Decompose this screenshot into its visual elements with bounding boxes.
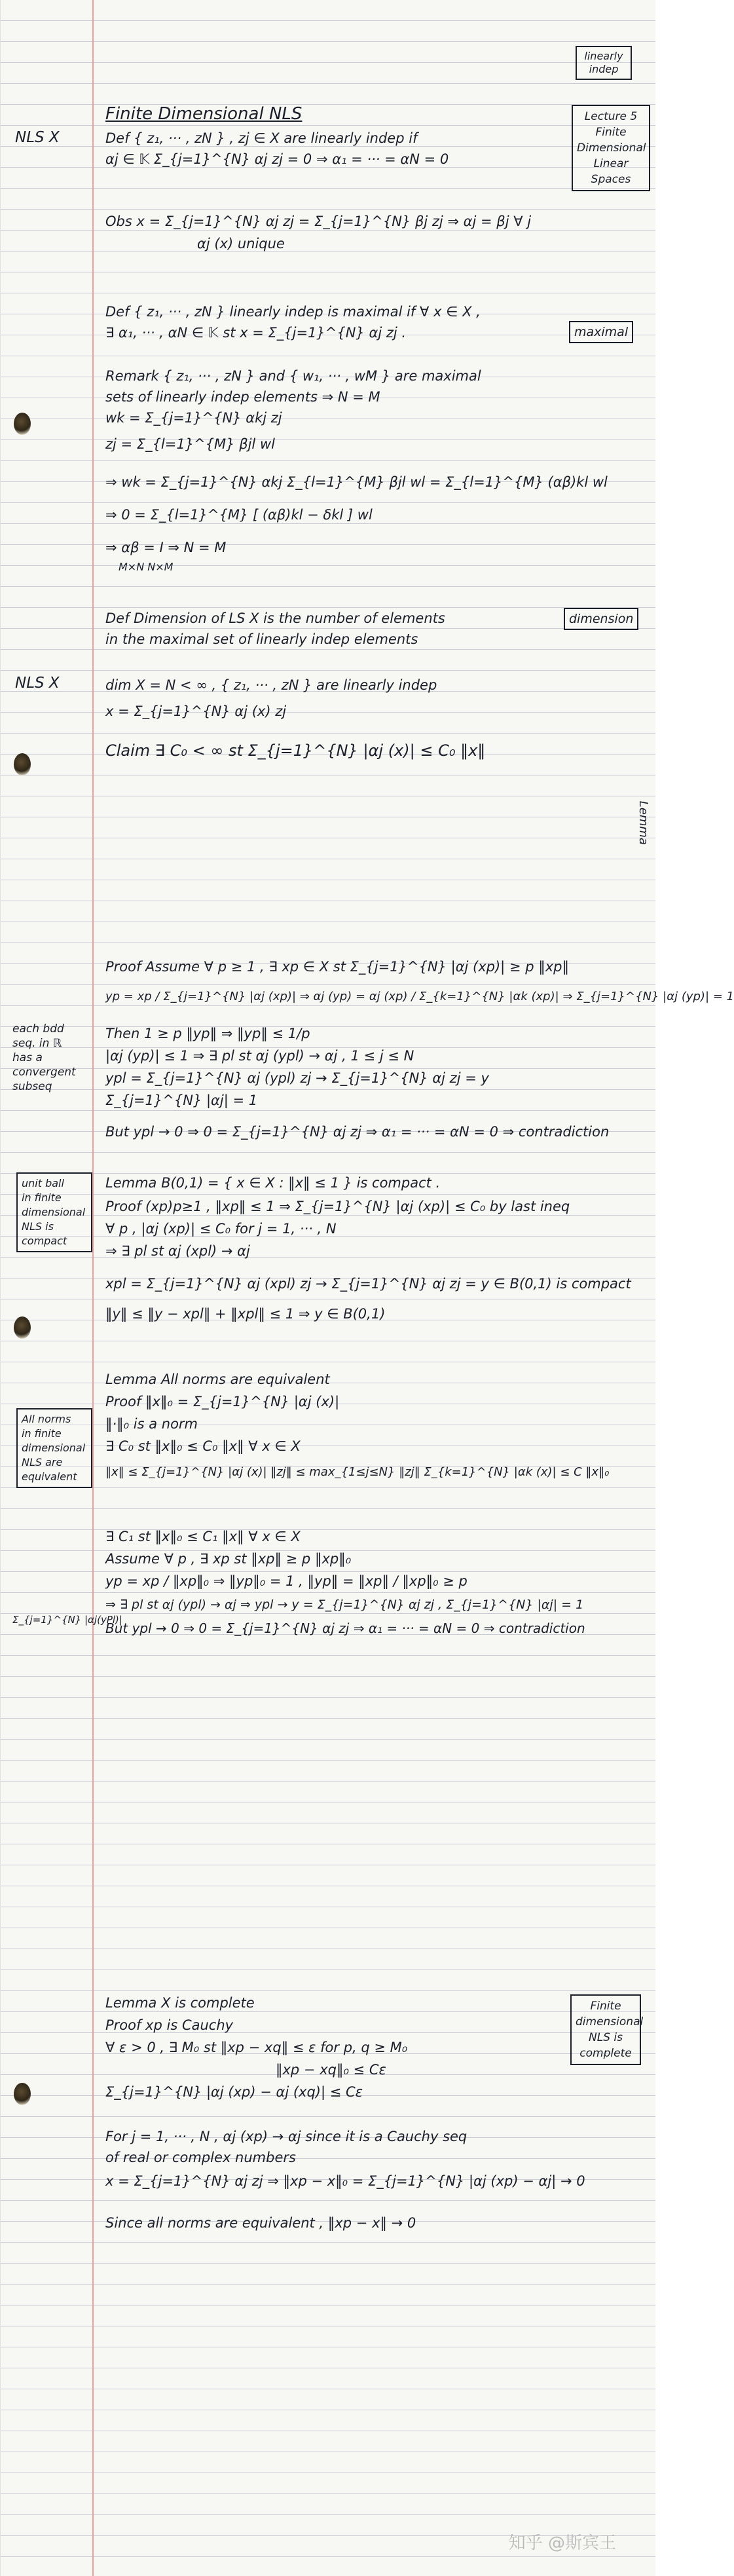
complete-proof-3: ‖xp − xq‖₀ ≤ Cε bbox=[276, 2062, 386, 2078]
complete-proof-8: Since all norms are equivalent , ‖xp − x‖ → 0 bbox=[105, 2215, 416, 2231]
note-line: has a bbox=[12, 1051, 43, 1064]
nls-tag-2: NLS X bbox=[15, 675, 60, 692]
unit-ball-proof-5: ‖y‖ ≤ ‖y − xpl‖ + ‖xpl‖ ≤ 1 ⇒ y ∈ B(0,1) bbox=[105, 1306, 386, 1322]
obs-unique: αj (x) unique bbox=[197, 236, 285, 252]
watermark: 知乎 @斯宾王 bbox=[508, 2533, 616, 2553]
lecture-topic-line: Dimensional bbox=[577, 141, 646, 155]
box-line: NLS is bbox=[22, 1220, 54, 1233]
complete-proof-7: x = Σ_{j=1}^{N} αj zj ⇒ ‖xp − x‖₀ = Σ_{j=1}^{N} |αj (xp) − αj| → 0 bbox=[105, 2173, 585, 2189]
lemma-unit-ball: Lemma B(0,1) = { x ∈ X : ‖x‖ ≤ 1 } is compact . bbox=[105, 1175, 441, 1191]
lecture-topic-line: Finite bbox=[595, 126, 627, 139]
box-line: in finite bbox=[22, 1427, 62, 1440]
claim-line: Claim ∃ C₀ < ∞ st Σ_{j=1}^{N} |αj (x)| ≤ C₀ ‖x‖ bbox=[105, 741, 486, 760]
norms-proof-6: Assume ∀ p , ∃ xp st ‖xp‖ ≥ p ‖xp‖₀ bbox=[105, 1551, 352, 1567]
binder-hole bbox=[14, 753, 31, 775]
binder-hole bbox=[14, 413, 31, 435]
norms-proof-7: yp = xp / ‖xp‖₀ ⇒ ‖yp‖₀ = 1 , ‖yp‖ = ‖xp‖ / ‖xp‖₀ ≥ p bbox=[105, 1573, 468, 1589]
remark-line-3: wk = Σ_{j=1}^{N} αkj zj bbox=[105, 410, 282, 426]
obs-line: Obs x = Σ_{j=1}^{N} αj zj = Σ_{j=1}^{N} βj zj ⇒ αj = βj ∀ j bbox=[105, 214, 532, 229]
proof-line-7: But ypl → 0 ⇒ 0 = Σ_{j=1}^{N} αj zj ⇒ α₁ = ··· = αN = 0 ⇒ contradiction bbox=[105, 1124, 610, 1140]
def-maximal-cond: ∃ α₁, ··· , αN ∈ 𝕂 st x = Σ_{j=1}^{N} αj zj . bbox=[105, 325, 407, 341]
note-line: subseq bbox=[12, 1080, 52, 1093]
proof-line-6: Σ_{j=1}^{N} |αj| = 1 bbox=[105, 1092, 258, 1108]
finite-complete-box bbox=[570, 1994, 644, 2065]
note-line: each bdd bbox=[12, 1022, 64, 1036]
remark-line-6: ⇒ 0 = Σ_{l=1}^{M} [ (αβ)kl − δkl ] wl bbox=[105, 507, 373, 523]
box-line: dimensional bbox=[22, 1206, 86, 1218]
lemma-norms: Lemma All norms are equivalent bbox=[105, 1372, 330, 1387]
complete-proof-4: Σ_{j=1}^{N} |αj (xp) − αj (xq)| ≤ Cε bbox=[105, 2084, 363, 2100]
proof-line-5: ypl = Σ_{j=1}^{N} αj (ypl) zj → Σ_{j=1}^{N} αj zj = y bbox=[105, 1070, 489, 1086]
norms-proof-8: ⇒ ∃ pl st αj (ypl) → αj ⇒ ypl → y = Σ_{j=1}^{N} αj zj , Σ_{j=1}^{N} |αj| = 1 bbox=[105, 1597, 584, 1612]
remark-line-7: ⇒ αβ = I ⇒ N = M bbox=[105, 540, 227, 555]
complete-proof-6: of real or complex numbers bbox=[105, 2150, 296, 2165]
remark-dims: M×N N×M bbox=[119, 561, 174, 573]
norms-proof-3: ∃ C₀ st ‖x‖₀ ≤ C₀ ‖x‖ ∀ x ∈ X bbox=[105, 1438, 301, 1454]
box-line: compact bbox=[22, 1235, 67, 1247]
box-line: dimensional bbox=[22, 1442, 86, 1454]
norms-proof-1: Proof ‖x‖₀ = Σ_{j=1}^{N} |αj (x)| bbox=[105, 1394, 340, 1409]
box-line: in finite bbox=[22, 1191, 62, 1204]
def-dimension-b: in the maximal set of linearly indep elements bbox=[105, 631, 418, 647]
def-maximal: Def { z₁, ··· , zN } linearly indep is maximal if ∀ x ∈ X , bbox=[105, 304, 481, 320]
binder-hole bbox=[14, 2083, 31, 2105]
note-line: convergent bbox=[12, 1066, 76, 1079]
norms-proof-2: ‖·‖₀ is a norm bbox=[105, 1416, 198, 1432]
norms-proof-5: ∃ C₁ st ‖x‖₀ ≤ C₁ ‖x‖ ∀ x ∈ X bbox=[105, 1529, 301, 1544]
box-line: unit ball bbox=[22, 1177, 64, 1189]
margin-line bbox=[92, 0, 94, 2576]
binder-hole bbox=[14, 1316, 31, 1339]
unit-ball-proof-3: ⇒ ∃ pl st αj (xpl) → αj bbox=[105, 1243, 250, 1259]
lecture-box bbox=[572, 105, 650, 191]
unit-ball-proof-2: ∀ p , |αj (xp)| ≤ C₀ for j = 1, ··· , N bbox=[105, 1221, 337, 1237]
proof-line-1: Proof Assume ∀ p ≥ 1 , ∃ xp ∈ X st Σ_{j=1}^{N} |αj (xp)| ≥ p ‖xp‖ bbox=[105, 959, 569, 975]
box-line: equivalent bbox=[22, 1470, 77, 1483]
box-line: complete bbox=[579, 2047, 632, 2060]
maximal-box: maximal bbox=[569, 321, 633, 343]
complete-proof-5: For j = 1, ··· , N , αj (xp) → αj since it is a Cauchy seq bbox=[105, 2129, 468, 2144]
def-dimension: Def Dimension of LS X is the number of elements bbox=[105, 610, 445, 626]
lecture-number: Lecture 5 bbox=[584, 110, 638, 123]
unit-ball-box bbox=[16, 1172, 92, 1252]
dimension-box: dimension bbox=[564, 608, 638, 630]
proof-line-4: |αj (yp)| ≤ 1 ⇒ ∃ pl st αj (ypl) → αj , 1 ≤ j ≤ N bbox=[105, 1048, 414, 1064]
complete-proof-1: Proof xp is Cauchy bbox=[105, 2017, 234, 2033]
each-bdd-note bbox=[12, 1022, 76, 1094]
dim-line-1: dim X = N < ∞ , { z₁, ··· , zN } are linearly indep bbox=[105, 677, 437, 693]
proof-line-2: yp = xp / Σ_{j=1}^{N} |αj (xp)| ⇒ αj (yp) = αj (xp) / Σ_{k=1}^{N} |αk (xp)| ⇒ Σ_{j=1}^{N} |αj (yp)| = 1 bbox=[105, 990, 734, 1003]
box-line: Finite bbox=[590, 2000, 621, 2013]
title: Finite Dimensional NLS bbox=[105, 104, 303, 124]
norms-proof-9: But ypl → 0 ⇒ 0 = Σ_{j=1}^{N} αj zj ⇒ α₁ = ··· = αN = 0 ⇒ contradiction bbox=[105, 1620, 585, 1636]
complete-proof-2: ∀ ε > 0 , ∃ M₀ st ‖xp − xq‖ ≤ ε for p, q ≥ M₀ bbox=[105, 2040, 408, 2055]
proof-line-3: Then 1 ≥ p ‖yp‖ ⇒ ‖yp‖ ≤ 1/p bbox=[105, 1026, 310, 1041]
box-line: All norms bbox=[22, 1413, 71, 1425]
linearly-indep-box: linearly indep bbox=[576, 46, 632, 80]
dim-line-2: x = Σ_{j=1}^{N} αj (x) zj bbox=[105, 703, 287, 719]
unit-ball-proof-4: xpl = Σ_{j=1}^{N} αj (xpl) zj → Σ_{j=1}^{N} αj zj = y ∈ B(0,1) is compact bbox=[105, 1276, 631, 1292]
box-line: dimensional bbox=[576, 2015, 644, 2028]
def-linear-indep: Def { z₁, ··· , zN } , zj ∈ X are linearly indep if bbox=[105, 130, 418, 146]
all-norms-box bbox=[16, 1408, 92, 1488]
margin-sum-note: Σ_{j=1}^{N} |αj(yPl)| bbox=[12, 1614, 122, 1626]
remark-line-4: zj = Σ_{l=1}^{M} βjl wl bbox=[105, 436, 275, 452]
remark-line-2: sets of linearly indep elements ⇒ N = M bbox=[105, 389, 380, 405]
unit-ball-proof-1: Proof (xp)p≥1 , ‖xp‖ ≤ 1 ⇒ Σ_{j=1}^{N} |αj (xp)| ≤ C₀ by last ineq bbox=[105, 1199, 570, 1214]
box-line: NLS are bbox=[22, 1456, 63, 1468]
note-line: seq. in ℝ bbox=[12, 1037, 62, 1050]
norms-proof-4: ‖x‖ ≤ Σ_{j=1}^{N} |αj (x)| ‖zj‖ ≤ max_{1≤j≤N} ‖zj‖ Σ_{k=1}^{N} |αk (x)| ≤ C ‖x‖₀ bbox=[105, 1465, 610, 1479]
def-linear-indep-cond: αj ∈ 𝕂 Σ_{j=1}^{N} αj zj = 0 ⇒ α₁ = ··· = αN = 0 bbox=[105, 151, 449, 167]
lemma-complete: Lemma X is complete bbox=[105, 1995, 255, 2011]
vertical-lemma-note: Lemma bbox=[636, 800, 650, 845]
remark-line-5: ⇒ wk = Σ_{j=1}^{N} αkj Σ_{l=1}^{M} βjl wl = Σ_{l=1}^{M} (αβ)kl wl bbox=[105, 474, 608, 490]
box-line: NLS is bbox=[589, 2031, 623, 2044]
remark-line-1: Remark { z₁, ··· , zN } and { w₁, ··· , wM } are maximal bbox=[105, 368, 481, 384]
nls-tag: NLS X bbox=[15, 129, 60, 146]
lecture-topic-line: Spaces bbox=[591, 173, 631, 186]
lecture-topic-line: Linear bbox=[593, 157, 629, 170]
